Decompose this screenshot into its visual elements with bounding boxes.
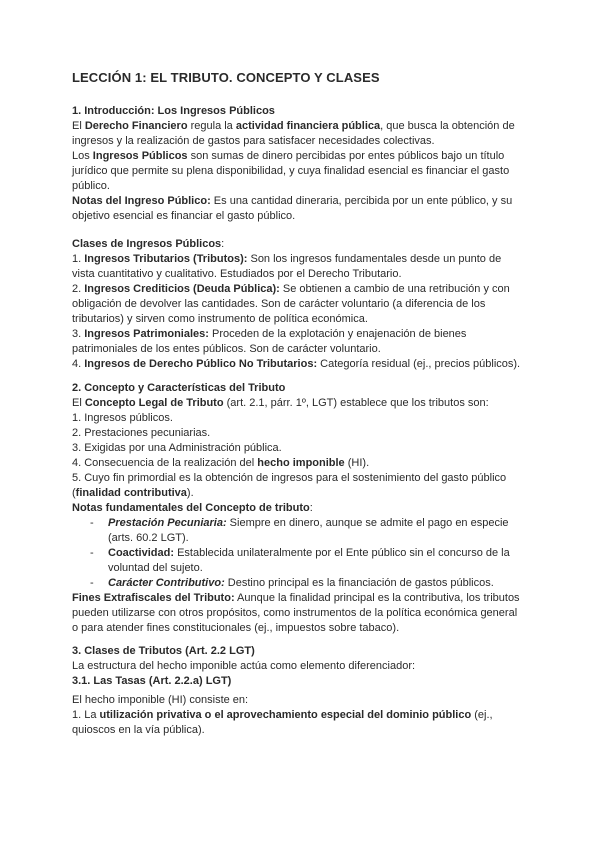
bullet-item: - Carácter Contributivo: Destino principal es la financiación de gastos públicos. bbox=[90, 577, 494, 589]
paragraph-line: El hecho imponible (HI) consiste en: bbox=[72, 694, 249, 706]
bullet-item: - Coactividad: Establecida unilateralmente por el Ente público sin el concurso de la bbox=[90, 547, 510, 559]
list-item: 4. Ingresos de Derecho Público No Tributarios: Categoría residual (ej., precios públicos). bbox=[72, 358, 521, 370]
list-item: 5. Cuyo fin primordial es la obtención de ingresos para el sostenimiento del gasto público bbox=[72, 472, 507, 484]
paragraph-line: ingresos y la realización de gastos para satisfacer necesidades colectivas. bbox=[72, 135, 435, 147]
paragraph-line: pueden utilizarse con otros propósitos, como instrumentos de la política económica general bbox=[72, 607, 518, 619]
paragraph-line: La estructura del hecho imponible actúa como elemento diferenciador: bbox=[72, 660, 416, 672]
list-item-cont: tributarios) y sirven como instrumento de política económica. bbox=[72, 313, 368, 325]
bullet-item-cont: voluntad del sujeto. bbox=[108, 562, 203, 574]
paragraph-line: Fines Extrafiscales del Tributo: Aunque la finalidad principal es la contributiva, los tributos bbox=[72, 592, 520, 604]
section-clases-ingresos bbox=[72, 237, 532, 372]
subsection-heading: 3.1. Las Tasas (Art. 2.2.a) LGT) bbox=[72, 675, 232, 687]
list-item-cont: (finalidad contributiva). bbox=[72, 487, 194, 499]
paragraph-line: o para atender fines constitucionales (ej., impuestos sobre tabaco). bbox=[72, 622, 400, 634]
list-item: 1. Ingresos públicos. bbox=[72, 412, 173, 424]
section-heading: Clases de Ingresos Públicos: bbox=[72, 238, 225, 250]
bullet-item: - Prestación Pecuniaria: Siempre en dinero, aunque se admite el pago en especie bbox=[90, 517, 509, 529]
list-item: 1. La utilización privativa o el aprovechamiento especial del dominio público (ej., bbox=[72, 709, 493, 721]
list-item-cont: quioscos en la vía pública). bbox=[72, 724, 205, 736]
list-item: 1. Ingresos Tributarios (Tributos): Son los ingresos fundamentales desde un punto de bbox=[72, 253, 502, 265]
section-concepto-tributo bbox=[72, 381, 532, 636]
section-clases-tributos bbox=[72, 644, 532, 738]
list-item-cont: patrimoniales de los entes públicos. Son de carácter voluntario. bbox=[72, 343, 381, 355]
bullet-item-cont: (arts. 60.2 LGT). bbox=[108, 532, 189, 544]
list-item: 2. Prestaciones pecuniarias. bbox=[72, 427, 211, 439]
list-item: 2. Ingresos Crediticios (Deuda Pública): Se obtienen a cambio de una retribución y con bbox=[72, 283, 510, 295]
list-item: 3. Ingresos Patrimoniales: Proceden de la explotación y enajenación de bienes bbox=[72, 328, 467, 340]
notes-heading: Notas fundamentales del Concepto de tributo: bbox=[72, 502, 313, 514]
list-item-cont: obligación de devolver las cantidades. Son de carácter voluntario (a diferencia de los bbox=[72, 298, 486, 310]
section-introduccion bbox=[72, 104, 532, 224]
paragraph-line: jurídico que permite su plena disponibilidad, y cuya finalidad esencial es financiar el gasto bbox=[72, 165, 510, 177]
list-item-cont: vista cuantitativo y cualitativo. Estudiados por el Derecho Tributario. bbox=[72, 268, 402, 280]
paragraph-line: público. bbox=[72, 180, 110, 192]
section-heading: 1. Introducción: Los Ingresos Públicos bbox=[72, 105, 275, 117]
list-item: 3. Exigidas por una Administración pública. bbox=[72, 442, 282, 454]
paragraph-line: El Concepto Legal de Tributo (art. 2.1, párr. 1º, LGT) establece que los tributos son: bbox=[72, 397, 489, 409]
section-heading: 2. Concepto y Características del Tributo bbox=[72, 382, 286, 394]
list-item: 4. Consecuencia de la realización del hecho imponible (HI). bbox=[72, 457, 370, 469]
paragraph-line: El Derecho Financiero regula la actividad financiera pública, que busca la obtención de bbox=[72, 120, 515, 132]
paragraph-line: Los Ingresos Públicos son sumas de dinero percibidas por entes públicos bajo un título bbox=[72, 150, 505, 162]
paragraph-line: objetivo esencial es financiar el gasto público. bbox=[72, 210, 296, 222]
document-title: LECCIÓN 1: EL TRIBUTO. CONCEPTO Y CLASES bbox=[72, 70, 380, 85]
section-heading: 3. Clases de Tributos (Art. 2.2 LGT) bbox=[72, 645, 255, 657]
paragraph-line: Notas del Ingreso Público: Es una cantidad dineraria, percibida por un ente público, y su bbox=[72, 195, 513, 207]
